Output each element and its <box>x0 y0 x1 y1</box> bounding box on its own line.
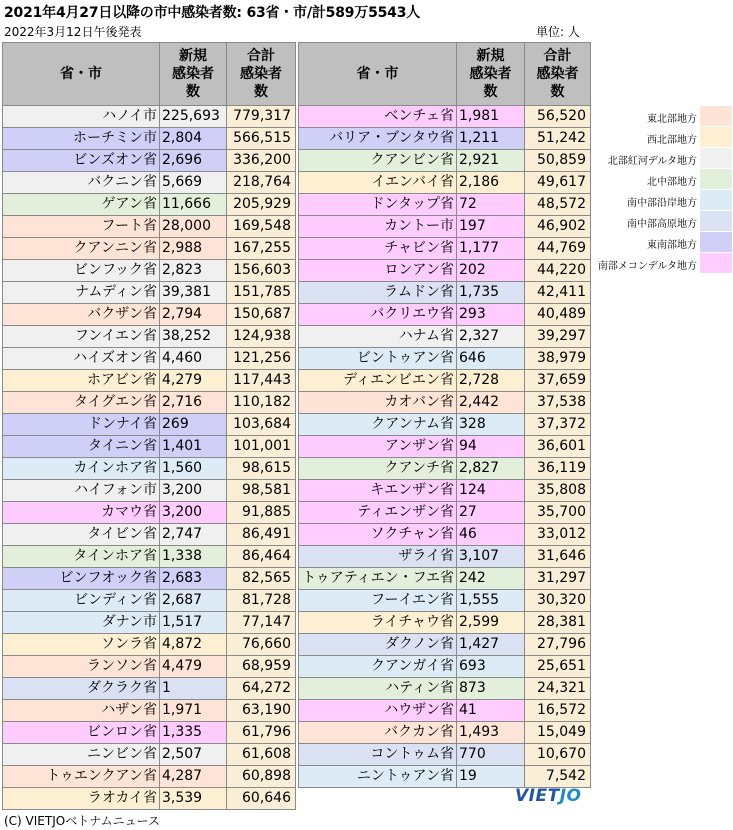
province-name: ハザン省 <box>3 700 160 722</box>
new-cases: 46 <box>457 524 525 546</box>
legend-label: 南中部沿岸地方 <box>627 198 697 209</box>
legend-swatch <box>700 127 732 147</box>
table-row <box>299 700 591 722</box>
province-name: ティエンザン省 <box>299 502 457 524</box>
new-cases: 2,507 <box>160 744 227 766</box>
province-name: ドンタップ省 <box>299 194 457 216</box>
table-row <box>3 436 296 458</box>
table-row <box>3 304 296 326</box>
vietjo-logo: VIETJO <box>515 786 582 806</box>
table-row <box>3 414 296 436</box>
table-row <box>3 678 296 700</box>
total-cases: 82,565 <box>227 568 296 590</box>
total-cases: 117,443 <box>227 370 296 392</box>
province-name: ビントゥアン省 <box>299 348 457 370</box>
new-cases: 1,493 <box>457 722 525 744</box>
new-cases: 2,687 <box>160 590 227 612</box>
new-cases: 693 <box>457 656 525 678</box>
new-cases: 2,696 <box>160 150 227 172</box>
new-cases: 2,988 <box>160 238 227 260</box>
total-cases: 36,119 <box>525 458 591 480</box>
table-row <box>299 722 591 744</box>
new-cases: 2,599 <box>457 612 525 634</box>
province-name: バリア・ブンタウ省 <box>299 128 457 150</box>
total-cases: 7,542 <box>525 766 591 788</box>
new-cases: 2,728 <box>457 370 525 392</box>
header-total: 合計 感染者 数 <box>227 43 296 106</box>
table-row <box>299 656 591 678</box>
new-cases: 3,200 <box>160 502 227 524</box>
new-cases: 873 <box>457 678 525 700</box>
table-row <box>299 216 591 238</box>
copyright-credit: (C) VIETJOベトナムニュース <box>4 814 161 828</box>
total-cases: 98,581 <box>227 480 296 502</box>
table-row <box>299 458 591 480</box>
table-row <box>3 502 296 524</box>
table-row <box>299 106 591 128</box>
total-cases: 61,796 <box>227 722 296 744</box>
province-name: ビンズオン省 <box>3 150 160 172</box>
page-title: 2021年4月27日以降の市中感染者数: 63省・市/計589万5543人 <box>4 5 421 21</box>
table-row <box>3 590 296 612</box>
table-row <box>299 744 591 766</box>
new-cases: 197 <box>457 216 525 238</box>
province-name: ベンチェ省 <box>299 106 457 128</box>
total-cases: 156,603 <box>227 260 296 282</box>
table-row <box>299 260 591 282</box>
header-name: 省・市 <box>299 43 457 106</box>
new-cases: 2,804 <box>160 128 227 150</box>
province-name: フーイエン省 <box>299 590 457 612</box>
new-cases: 1,338 <box>160 546 227 568</box>
new-cases: 1 <box>160 678 227 700</box>
table-row <box>3 722 296 744</box>
table-row <box>299 392 591 414</box>
total-cases: 63,190 <box>227 700 296 722</box>
province-name: バクリエウ省 <box>299 304 457 326</box>
new-cases: 2,747 <box>160 524 227 546</box>
table-row <box>299 194 591 216</box>
province-name: クアンガイ省 <box>299 656 457 678</box>
table-row <box>3 788 296 810</box>
table-row <box>3 656 296 678</box>
total-cases: 30,320 <box>525 590 591 612</box>
table-row <box>299 480 591 502</box>
table-row <box>3 348 296 370</box>
new-cases: 11,666 <box>160 194 227 216</box>
table-row <box>299 546 591 568</box>
total-cases: 44,769 <box>525 238 591 260</box>
legend-item <box>596 211 732 232</box>
total-cases: 50,859 <box>525 150 591 172</box>
legend-label: 西北部地方 <box>647 135 697 146</box>
legend-label: 北中部地方 <box>647 177 697 188</box>
new-cases: 1,971 <box>160 700 227 722</box>
new-cases: 2,716 <box>160 392 227 414</box>
table-row <box>3 216 296 238</box>
total-cases: 46,902 <box>525 216 591 238</box>
province-name: バクニン省 <box>3 172 160 194</box>
total-cases: 60,646 <box>227 788 296 810</box>
province-name: ラオカイ省 <box>3 788 160 810</box>
total-cases: 101,001 <box>227 436 296 458</box>
legend-item <box>596 232 732 253</box>
new-cases: 1,517 <box>160 612 227 634</box>
legend-swatch <box>700 253 732 273</box>
total-cases: 48,572 <box>525 194 591 216</box>
new-cases: 1,335 <box>160 722 227 744</box>
total-cases: 61,608 <box>227 744 296 766</box>
province-name: ゲアン省 <box>3 194 160 216</box>
province-name: タイビン省 <box>3 524 160 546</box>
table-row <box>299 766 591 788</box>
legend-item <box>596 190 732 211</box>
table-row <box>3 744 296 766</box>
province-name: クアンナム省 <box>299 414 457 436</box>
province-name: ドンナイ省 <box>3 414 160 436</box>
legend-label: 南部メコンデルタ地方 <box>597 261 697 272</box>
province-name: ニントゥアン省 <box>299 766 457 788</box>
total-cases: 44,220 <box>525 260 591 282</box>
legend-swatch <box>700 211 732 231</box>
header-new: 新規 感染者 数 <box>160 43 227 106</box>
total-cases: 86,464 <box>227 546 296 568</box>
new-cases: 124 <box>457 480 525 502</box>
legend-item <box>596 253 732 274</box>
total-cases: 37,372 <box>525 414 591 436</box>
new-cases: 4,287 <box>160 766 227 788</box>
province-name: ハティン省 <box>299 678 457 700</box>
table-row <box>299 326 591 348</box>
province-name: ダナン市 <box>3 612 160 634</box>
legend-item <box>596 169 732 190</box>
total-cases: 60,898 <box>227 766 296 788</box>
province-name: ランソン省 <box>3 656 160 678</box>
table-row <box>299 590 591 612</box>
table-row <box>299 238 591 260</box>
province-name: トゥエンクアン省 <box>3 766 160 788</box>
new-cases: 72 <box>457 194 525 216</box>
total-cases: 16,572 <box>525 700 591 722</box>
province-name: カントー市 <box>299 216 457 238</box>
province-name: タイグエン省 <box>3 392 160 414</box>
table-row <box>299 282 591 304</box>
province-name: アンザン省 <box>299 436 457 458</box>
table-row <box>299 128 591 150</box>
table-row <box>3 172 296 194</box>
province-name: ナムディン省 <box>3 282 160 304</box>
province-name: ホーチミン市 <box>3 128 160 150</box>
table-row <box>3 282 296 304</box>
province-name: フート省 <box>3 216 160 238</box>
province-name: ソンラ省 <box>3 634 160 656</box>
table-row <box>3 700 296 722</box>
total-cases: 110,182 <box>227 392 296 414</box>
table-row <box>299 524 591 546</box>
province-name: ハイフォン市 <box>3 480 160 502</box>
total-cases: 28,381 <box>525 612 591 634</box>
new-cases: 94 <box>457 436 525 458</box>
province-name: トゥアティエン・フエ省 <box>299 568 457 590</box>
legend-label: 東北部地方 <box>647 114 697 125</box>
table-row <box>3 370 296 392</box>
table-row <box>3 568 296 590</box>
province-name: クアンチ省 <box>299 458 457 480</box>
legend-swatch <box>700 232 732 252</box>
total-cases: 24,321 <box>525 678 591 700</box>
table-row <box>3 238 296 260</box>
total-cases: 91,885 <box>227 502 296 524</box>
province-name: タインホア省 <box>3 546 160 568</box>
new-cases: 4,279 <box>160 370 227 392</box>
new-cases: 1,735 <box>457 282 525 304</box>
province-name: ダクラク省 <box>3 678 160 700</box>
province-name: イエンバイ省 <box>299 172 457 194</box>
new-cases: 1,177 <box>457 238 525 260</box>
legend-swatch <box>700 148 732 168</box>
province-name: ディエンビエン省 <box>299 370 457 392</box>
legend-swatch <box>700 106 732 126</box>
legend-swatch <box>700 190 732 210</box>
new-cases: 4,460 <box>160 348 227 370</box>
total-cases: 150,687 <box>227 304 296 326</box>
table-row <box>3 480 296 502</box>
table-row <box>299 304 591 326</box>
new-cases: 1,981 <box>457 106 525 128</box>
new-cases: 2,794 <box>160 304 227 326</box>
province-name: キエンザン省 <box>299 480 457 502</box>
cases-table-left <box>2 42 296 810</box>
province-name: ビンフック省 <box>3 260 160 282</box>
new-cases: 2,186 <box>457 172 525 194</box>
total-cases: 98,615 <box>227 458 296 480</box>
total-cases: 42,411 <box>525 282 591 304</box>
province-name: クアンビン省 <box>299 150 457 172</box>
total-cases: 51,242 <box>525 128 591 150</box>
new-cases: 2,442 <box>457 392 525 414</box>
table-row <box>3 128 296 150</box>
new-cases: 646 <box>457 348 525 370</box>
total-cases: 68,959 <box>227 656 296 678</box>
new-cases: 202 <box>457 260 525 282</box>
table-row <box>3 612 296 634</box>
province-name: タイニン省 <box>3 436 160 458</box>
table-row <box>299 172 591 194</box>
province-name: ビンフオック省 <box>3 568 160 590</box>
total-cases: 64,272 <box>227 678 296 700</box>
total-cases: 169,548 <box>227 216 296 238</box>
total-cases: 10,670 <box>525 744 591 766</box>
new-cases: 328 <box>457 414 525 436</box>
cases-table-right <box>298 42 591 788</box>
new-cases: 2,823 <box>160 260 227 282</box>
total-cases: 35,808 <box>525 480 591 502</box>
province-name: ハイズオン省 <box>3 348 160 370</box>
total-cases: 218,764 <box>227 172 296 194</box>
total-cases: 124,938 <box>227 326 296 348</box>
legend-item <box>596 106 732 127</box>
table-row <box>3 194 296 216</box>
province-name: カマウ省 <box>3 502 160 524</box>
legend-item <box>596 148 732 169</box>
table-row <box>3 766 296 788</box>
total-cases: 37,538 <box>525 392 591 414</box>
total-cases: 27,796 <box>525 634 591 656</box>
province-name: ザライ省 <box>299 546 457 568</box>
new-cases: 2,683 <box>160 568 227 590</box>
province-name: ホアビン省 <box>3 370 160 392</box>
total-cases: 566,515 <box>227 128 296 150</box>
new-cases: 5,669 <box>160 172 227 194</box>
province-name: フンイエン省 <box>3 326 160 348</box>
province-name: ライチャウ省 <box>299 612 457 634</box>
new-cases: 3,200 <box>160 480 227 502</box>
province-name: ダクノン省 <box>299 634 457 656</box>
new-cases: 38,252 <box>160 326 227 348</box>
total-cases: 121,256 <box>227 348 296 370</box>
total-cases: 15,049 <box>525 722 591 744</box>
province-name: クアンニン省 <box>3 238 160 260</box>
table-row <box>3 458 296 480</box>
table-row <box>299 414 591 436</box>
province-name: バクザン省 <box>3 304 160 326</box>
total-cases: 151,785 <box>227 282 296 304</box>
new-cases: 28,000 <box>160 216 227 238</box>
province-name: チャビン省 <box>299 238 457 260</box>
total-cases: 37,659 <box>525 370 591 392</box>
legend-item <box>596 127 732 148</box>
table-row <box>299 502 591 524</box>
new-cases: 2,827 <box>457 458 525 480</box>
new-cases: 3,539 <box>160 788 227 810</box>
total-cases: 38,979 <box>525 348 591 370</box>
table-row <box>299 634 591 656</box>
new-cases: 225,693 <box>160 106 227 128</box>
total-cases: 86,491 <box>227 524 296 546</box>
new-cases: 242 <box>457 568 525 590</box>
province-name: コントゥム省 <box>299 744 457 766</box>
total-cases: 33,012 <box>525 524 591 546</box>
table-row <box>3 634 296 656</box>
new-cases: 770 <box>457 744 525 766</box>
unit-label: 単位: 人 <box>536 25 580 39</box>
province-name: ハノイ市 <box>3 106 160 128</box>
new-cases: 2,921 <box>457 150 525 172</box>
table-row <box>299 348 591 370</box>
table-row <box>3 150 296 172</box>
province-name: ソクチャン省 <box>299 524 457 546</box>
total-cases: 167,255 <box>227 238 296 260</box>
new-cases: 41 <box>457 700 525 722</box>
total-cases: 40,489 <box>525 304 591 326</box>
announce-date: 2022年3月12日午後発表 <box>4 25 142 39</box>
total-cases: 31,646 <box>525 546 591 568</box>
legend-swatch <box>700 169 732 189</box>
header-name: 省・市 <box>3 43 160 106</box>
province-name: ビンディン省 <box>3 590 160 612</box>
header-total: 合計 感染者 数 <box>525 43 591 106</box>
table-row <box>3 546 296 568</box>
total-cases: 49,617 <box>525 172 591 194</box>
total-cases: 103,684 <box>227 414 296 436</box>
table-row <box>299 370 591 392</box>
new-cases: 3,107 <box>457 546 525 568</box>
new-cases: 4,872 <box>160 634 227 656</box>
new-cases: 27 <box>457 502 525 524</box>
table-row <box>3 524 296 546</box>
total-cases: 31,297 <box>525 568 591 590</box>
province-name: バクカン省 <box>299 722 457 744</box>
header-new: 新規 感染者 数 <box>457 43 525 106</box>
legend-label: 南中部高原地方 <box>627 219 697 230</box>
legend-label: 北部紅河デルタ地方 <box>607 156 697 167</box>
total-cases: 35,700 <box>525 502 591 524</box>
new-cases: 293 <box>457 304 525 326</box>
new-cases: 1,211 <box>457 128 525 150</box>
total-cases: 56,520 <box>525 106 591 128</box>
new-cases: 1,401 <box>160 436 227 458</box>
total-cases: 205,929 <box>227 194 296 216</box>
province-name: カオバン省 <box>299 392 457 414</box>
province-name: ビンロン省 <box>3 722 160 744</box>
province-name: ハウザン省 <box>299 700 457 722</box>
total-cases: 779,317 <box>227 106 296 128</box>
table-row <box>299 568 591 590</box>
table-row <box>299 678 591 700</box>
region-legend <box>596 106 732 274</box>
table-row <box>299 150 591 172</box>
province-name: ニンビン省 <box>3 744 160 766</box>
total-cases: 77,147 <box>227 612 296 634</box>
table-row <box>3 106 296 128</box>
new-cases: 39,381 <box>160 282 227 304</box>
province-name: ラムドン省 <box>299 282 457 304</box>
table-row <box>3 392 296 414</box>
total-cases: 336,200 <box>227 150 296 172</box>
legend-label: 東南部地方 <box>647 240 697 251</box>
new-cases: 19 <box>457 766 525 788</box>
new-cases: 1,560 <box>160 458 227 480</box>
total-cases: 76,660 <box>227 634 296 656</box>
new-cases: 2,327 <box>457 326 525 348</box>
table-row <box>299 612 591 634</box>
total-cases: 39,297 <box>525 326 591 348</box>
total-cases: 36,601 <box>525 436 591 458</box>
new-cases: 269 <box>160 414 227 436</box>
new-cases: 1,555 <box>457 590 525 612</box>
table-row <box>3 260 296 282</box>
total-cases: 25,651 <box>525 656 591 678</box>
new-cases: 4,479 <box>160 656 227 678</box>
table-row <box>3 326 296 348</box>
province-name: ハナム省 <box>299 326 457 348</box>
province-name: カインホア省 <box>3 458 160 480</box>
total-cases: 81,728 <box>227 590 296 612</box>
new-cases: 1,427 <box>457 634 525 656</box>
table-row <box>299 436 591 458</box>
province-name: ロンアン省 <box>299 260 457 282</box>
